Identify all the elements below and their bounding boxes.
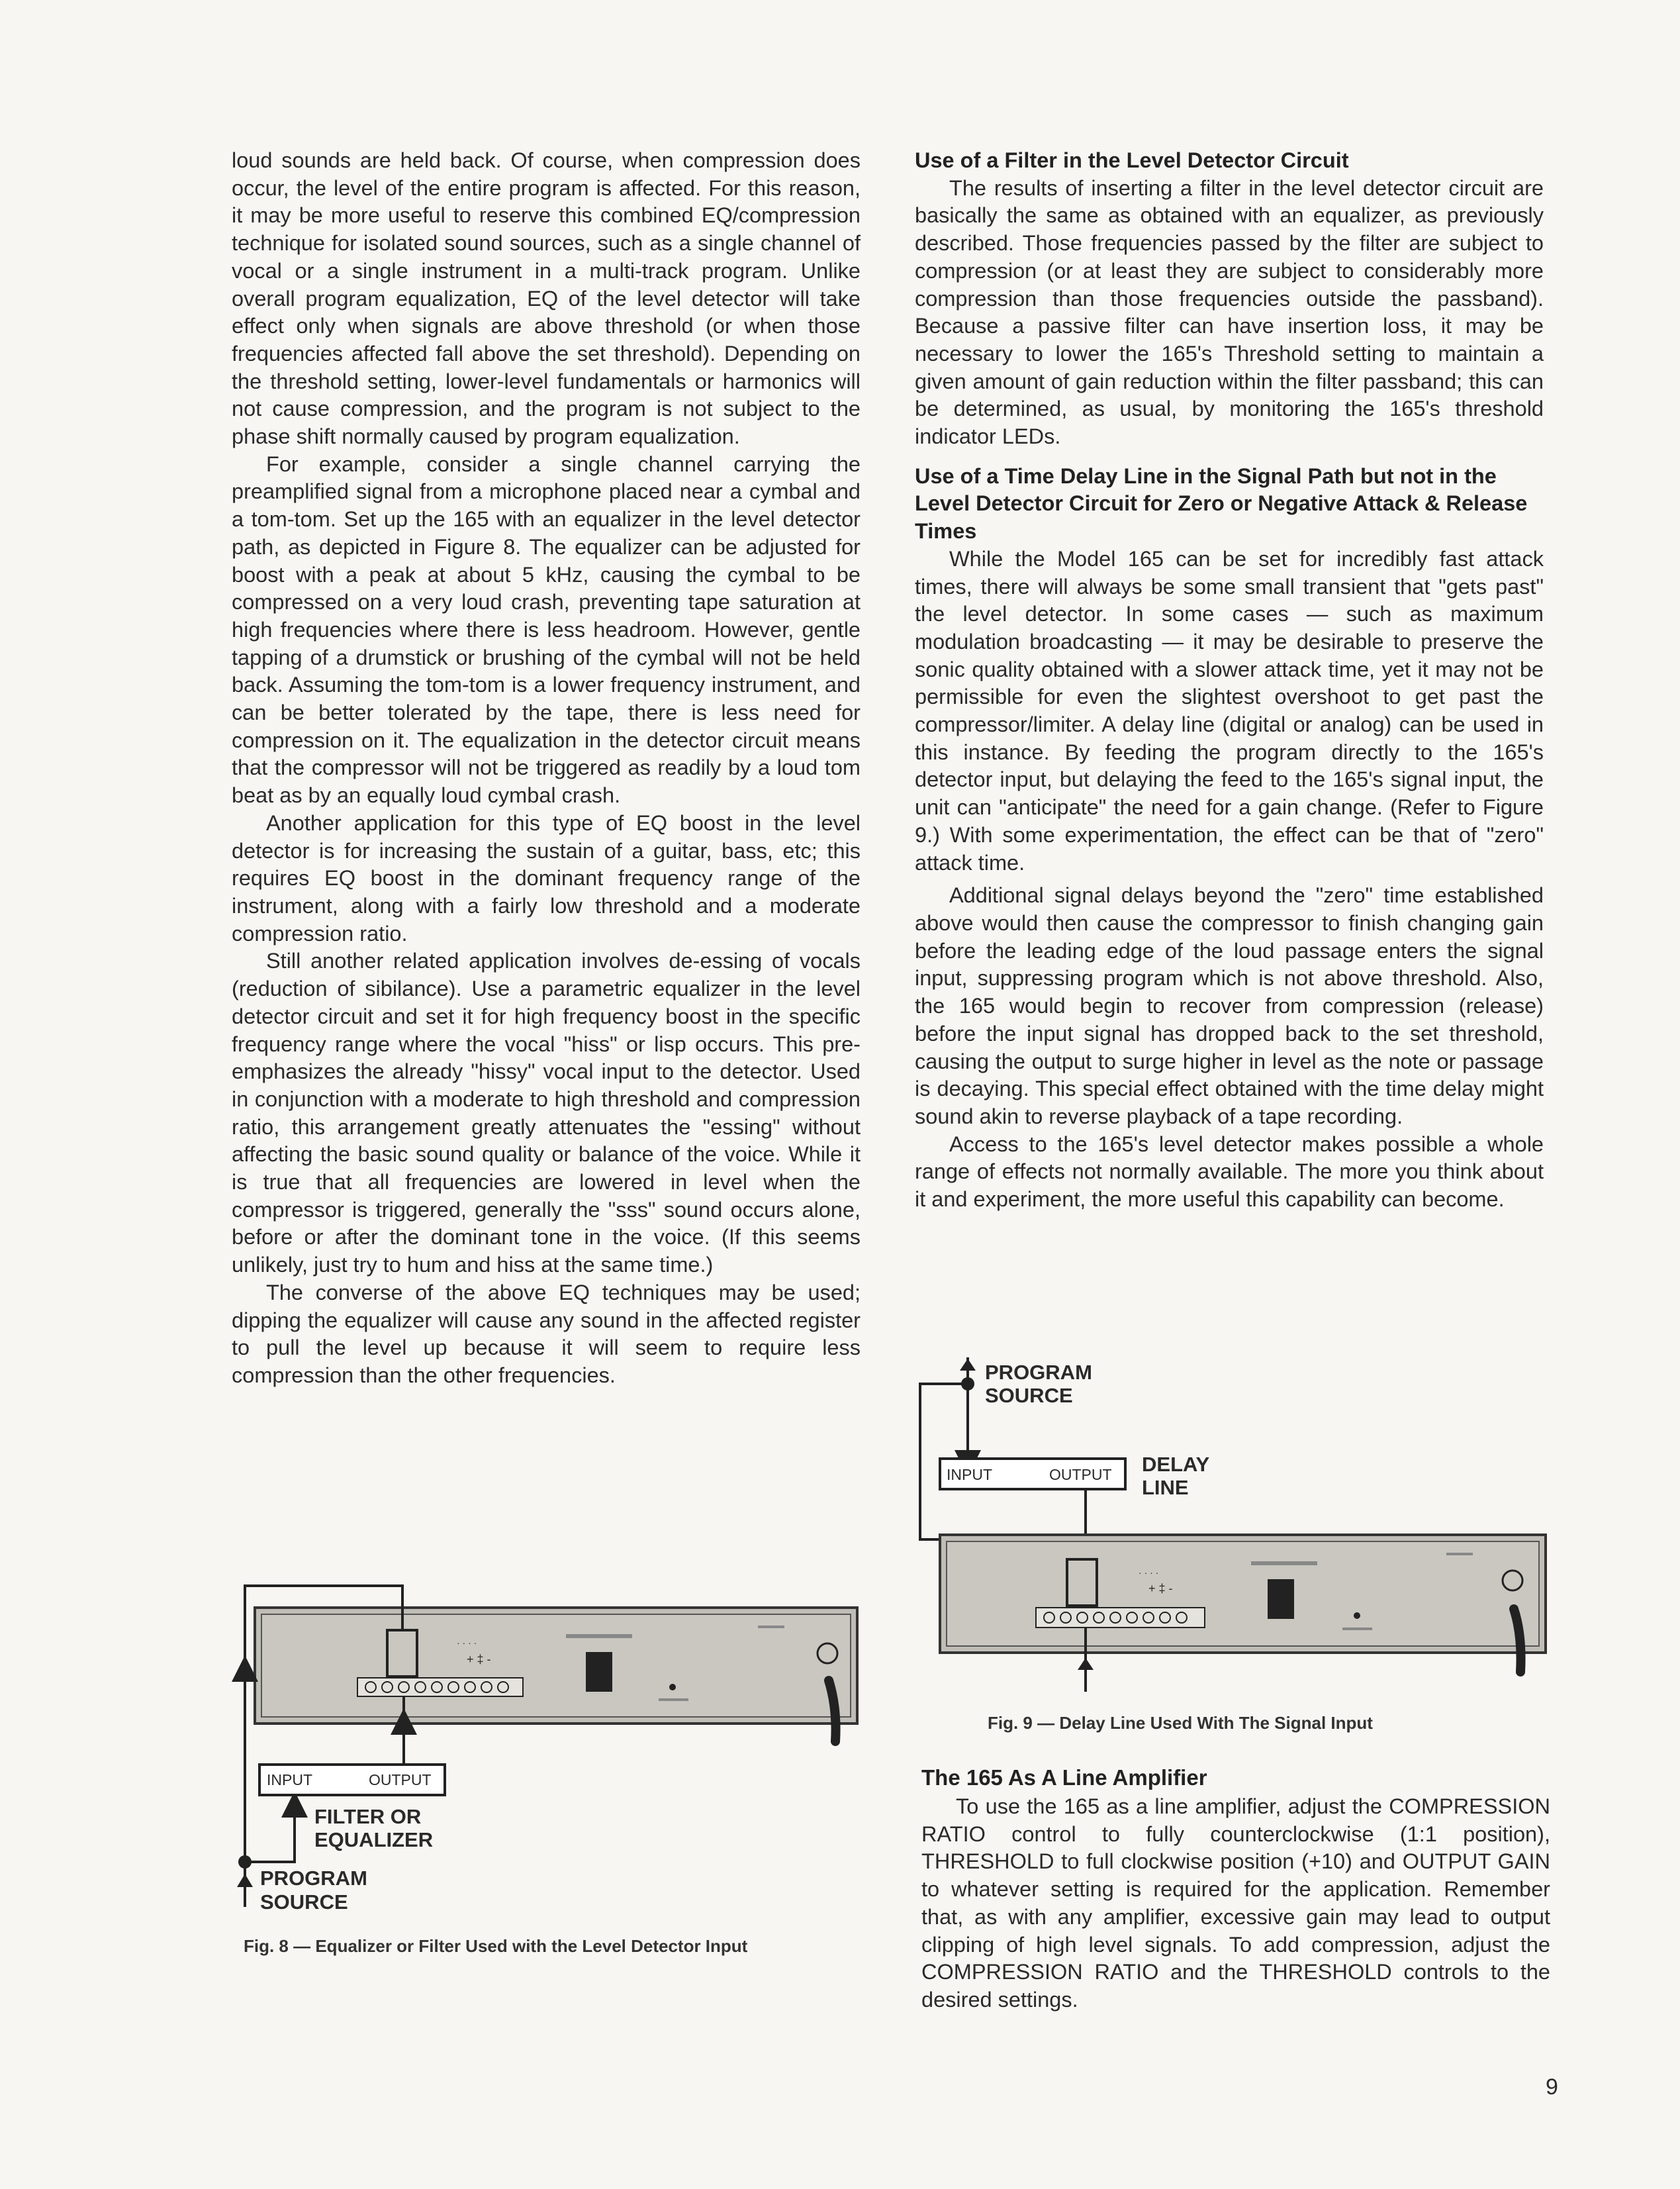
fig9-delay-label-2: LINE — [1142, 1476, 1189, 1499]
svg-text:+ ‡ -: + ‡ - — [1148, 1582, 1173, 1595]
section-heading-line-amp: The 165 As A Line Amplifier — [921, 1765, 1207, 1790]
figure-8 — [237, 1586, 857, 1914]
body-paragraph: Another application for this type of EQ boost in the level detector is for increasing the sustain of a guitar, bass, etc; this requires EQ boost in the dominant frequency range of the instrument, along with a fairly low threshold and a moderate compression ratio. — [232, 810, 861, 946]
fig8-led — [669, 1684, 676, 1690]
figure-9-caption: Fig. 9 — Delay Line Used With The Signal Input — [988, 1713, 1373, 1733]
page-number: 9 — [1546, 2074, 1558, 2100]
line-amp-text: To use the 165 as a line amplifier, adjust the COMPRESSION RATIO control to fully counterclockwise (1:1 position), THRESHOLD to full clockwise position (+10) and OUTPUT GAIN to whatever setting is required for the application. Remember that, as with any amplifier, excessive gain may lead to output clipping of high level signals. To add compression, adjust the COMPRESSION RATIO and the THRESHOLD controls to the desired settings. — [921, 1794, 1550, 2012]
body-paragraph: For example, consider a single channel carrying the preamplified signal from a microphone placed near a cymbal and a tom-tom. Set up the 165 with an equalizer in the level detector path, as depicted in Figure 8. The equalizer can be adjusted for boost with a peak at about 5 kHz, causing the cymbal to be compressed on a very loud crash, preventing tape saturation at high frequencies where there is less headroom. However, gentle tapping of a drumstick or brushing of the cymbal will not be held back. Assuming the tom-tom is a lower frequency instrument, and can be better tolerated by the tape, there is less need for compression on it. The equalization in the detector circuit means that the compressor will not be triggered as readily by a loud tom beat as by an equally loud cymbal crash. — [232, 452, 861, 808]
fig9-terminal-strip — [1036, 1608, 1205, 1628]
fig9-source-label-2: SOURCE — [985, 1384, 1073, 1407]
fig9-meter — [1268, 1579, 1294, 1619]
section-heading-delay: Use of a Time Delay Line in the Signal Path but not in the Level Detector Circuit for Zero or Negative Attack & Release Times — [915, 463, 1528, 544]
fig9-source-label-1: PROGRAM — [985, 1361, 1092, 1384]
body-paragraph: Access to the 165's level detector makes possible a whole range of effects not normally available. The more you think about it and experiment, the more useful this capability can become. — [915, 1132, 1544, 1212]
body-paragraph: loud sounds are held back. Of course, when compression does occur, the level of the entire program is affected. For this reason, it may be more useful to reserve this combined EQ/compression technique for isolated sound sources, such as a single channel of vocal or a single instrument in a multi-track program. Unlike overall program equalization, EQ of the level detector will take effect only when signals are above threshold (or when those frequencies affected fall above the set threshold). Depending on the threshold setting, lower-level fundamentals or harmonics will not cause compression, and the program is not subject to the phase shift normally caused by program equalization. — [232, 148, 861, 449]
body-paragraph: The results of inserting a filter in the level detector circuit are basically the same as obtained with an equalizer, as previously described. Those frequencies passed by the filter are subject to compression (or at least they are subject to considerably more compression than those frequencies outside the passband). Because a passive filter can have insertion loss, it may be necessary to lower the 165's Threshold setting to maintain a given amount of gain reduction within the filter passband; this can be determined, as usual, by monitoring the 165's threshold indicator LEDs. — [915, 175, 1544, 449]
figure-8-caption: Fig. 8 — Equalizer or Filter Used with the Level Detector Input — [244, 1936, 748, 1956]
fig8-source-label-1: PROGRAM — [260, 1867, 367, 1890]
body-paragraph: The converse of the above EQ techniques may be used; dipping the equalizer will cause any sound in the affected register to pull the level up because it will seem to require less compression than the other frequencies. — [232, 1280, 861, 1387]
body-paragraph: While the Model 165 can be set for incredibly fast attack times, there will always be some small transient that "gets past" the level detector. In some cases — such as maximum modulation broadcasting — it may be desirable to preserve the sonic quality obtained with a slower attack time, yet it may not be permissible for even the slightest overshoot to get past the compressor/limiter. A delay line (digital or analog) can be used in this instance. By feeding the program directly to the 165's detector input, but delaying the feed to the 165's signal input, the unit can "anticipate" the need for a gain change. (Refer to Figure 9.) With some experimentation, the effect can be that of "zero" attack time. — [915, 546, 1544, 875]
fig8-filter-label-1: FILTER OR — [314, 1805, 422, 1828]
body-paragraph: Additional signal delays beyond the "zero" time established above would then cause the compressor to finish changing gain before the leading edge of the loud passage enters the signal input, suppressing program which is not above threshold. Also, the 165 would begin to recover from compression (release) before the input signal has dropped back to the set threshold, causing the output to surge higher in level as the note or passage is decaying. This special effect obtained with the time delay might sound akin to reverse playback of a tape recording. — [915, 883, 1544, 1128]
fig8-meter — [586, 1652, 612, 1692]
fig9-box-output-label: OUTPUT — [1049, 1466, 1112, 1483]
fig9-delay-label-1: DELAY — [1142, 1453, 1210, 1476]
svg-text:· · · ·: · · · · — [457, 1637, 477, 1648]
fig8-terminal-strip — [357, 1678, 523, 1696]
fig8-box-output-label: OUTPUT — [369, 1771, 432, 1788]
svg-text:+ ‡ -: + ‡ - — [467, 1653, 491, 1666]
fig9-box-input-label: INPUT — [947, 1466, 992, 1483]
fig8-filter-label-2: EQUALIZER — [314, 1828, 434, 1851]
section-heading-filter: Use of a Filter in the Level Detector Circuit — [915, 148, 1349, 172]
fig8-box-input-label: INPUT — [267, 1771, 312, 1788]
body-paragraph: Still another related application involves de-essing of vocals (reduction of sibilance). Use a parametric equalizer in the level detector circuit and set it for high frequency boost in the specific frequency range where the vocal "hiss" or lisp occurs. This pre-emphasizes the already "hissy" vocal input to the detector. Used in conjunction with a moderate to high threshold and compression ratio, this arrangement greatly attenuates the "essing" without affecting the basic sound quality or balance of the voice. While it is true that all frequencies are lowered in level when the compressor is triggered, generally the "sss" sound occurs alone, before or after the dominant tone in the voice. (If this seems unlikely, just try to hum and hiss at the same time.) — [232, 949, 861, 1277]
fig8-source-label-2: SOURCE — [260, 1890, 348, 1914]
figure-9 — [920, 1357, 1546, 1692]
fig9-led — [1354, 1612, 1360, 1619]
svg-text:· · · ·: · · · · — [1139, 1567, 1159, 1578]
